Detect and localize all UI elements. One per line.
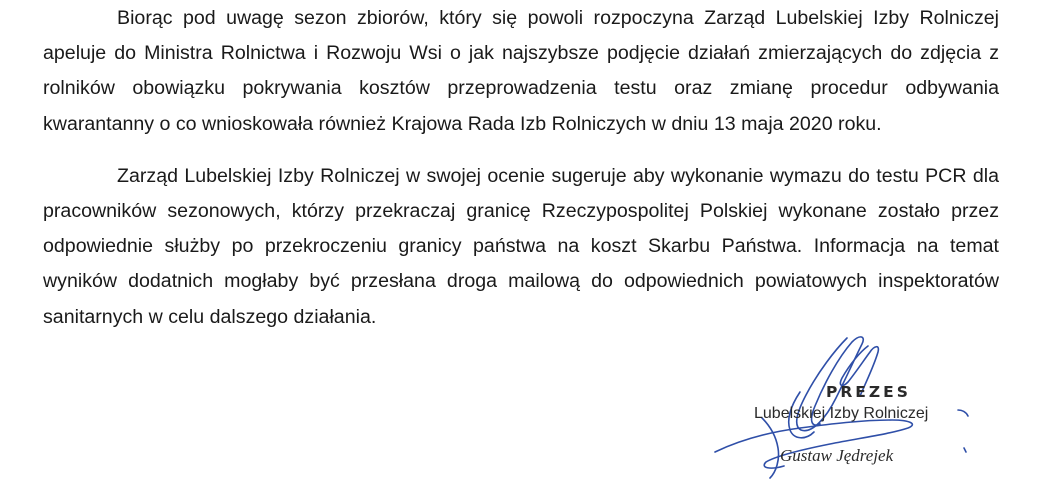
document-body (43, 0, 999, 335)
signatory-name: Gustaw Jędrejek (780, 446, 894, 465)
paragraph-harvest-appeal: Biorąc pod uwagę sezon zbiorów, który się powoli rozpoczyna Zarząd Lubelskiej Izby Rolniczej apeluje do Ministra Rolnictwa i Rozwoju Wsi o jak najszybsze podjęcie działań zmierzających do zdjęcia z rolników obowiązku pokrywania kosztów przeprowadzenia testu oraz zmianę procedur odbywania kwarantanny o co wnioskowała również Krajowa Rada Izb Rolniczych w dniu 13 maja 2020 roku. (43, 7, 999, 135)
paragraph-pcr-suggestion: Zarząd Lubelskiej Izby Rolniczej w swojej ocenie sugeruje aby wykonanie wymazu do testu PCR dla pracowników sezonowych, którzy przekraczaj granicę Rzeczypospolitej Polskiej wykonane zostało przez odpowiednie służby po przekroczeniu granicy państwa na koszt Skarbu Państwa. Informacja na temat wyników dodatnich mogłaby być przesłana droga mailową do odpowiednich powiatowych inspektoratów sanitarnych w celu dalszego działania. (43, 164, 999, 328)
signature-organization: Lubelskiej Izby Rolniczej (754, 405, 929, 422)
signature-title: PREZES (826, 383, 911, 401)
